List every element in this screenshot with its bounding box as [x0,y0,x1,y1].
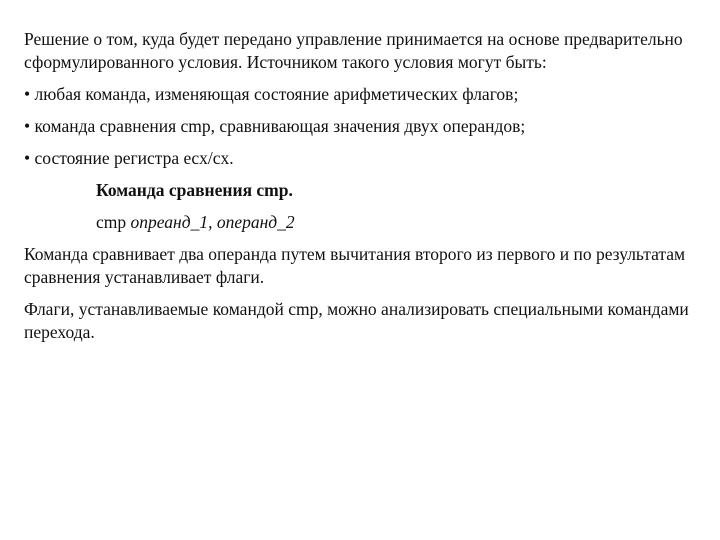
flags-paragraph: Флаги, устанавливаемые командой cmp, можно анализировать специальными командами перехода. [24,299,689,342]
syntax-line [96,211,700,234]
syntax-operands: опреанд_1, операнд_2 [130,212,295,232]
syntax-command: cmp [96,212,131,232]
bullet-item: • любая команда, изменяющая состояние арифметических флагов; [24,84,519,104]
section-heading: Команда сравнения cmp. [96,180,293,200]
intro-paragraph: Решение о том, куда будет передано управление принимается на основе предварительно сформулированного условия. Источником такого условия могут быть: [24,29,683,72]
bullet-item: • команда сравнения cmp, сравнивающая значения двух операндов; [24,116,526,136]
description-paragraph: Команда сравнивает два операнда путем вычитания второго из первого и по результатам сравнения устанавливает флаги. [24,244,686,287]
bullet-item: • состояние регистра ecx/cx. [24,148,234,168]
document-body [24,28,700,353]
